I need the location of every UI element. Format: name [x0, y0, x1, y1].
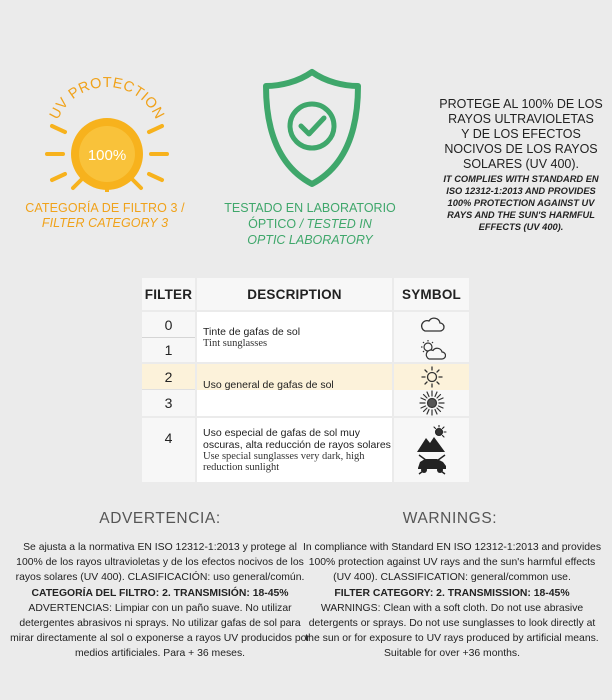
filter-0: 0 — [142, 312, 195, 338]
warning-en-line: (UV 400). CLASSIFICATION: general/common use. — [333, 572, 571, 584]
uv400-es-4: NOCIVOS DE LOS RAYOS — [444, 142, 598, 156]
warning-es-title: ADVERTENCIA: — [99, 510, 221, 527]
warning-en-line: Suitable for over +36 months. — [383, 648, 521, 660]
warning-en-line: detergents or sprays. Do not use sunglasses to look directly at — [308, 618, 596, 630]
warning-en-body — [300, 540, 604, 662]
filter-table — [142, 278, 469, 482]
uv400-es-1: PROTEGE AL 100% DE LOS — [439, 97, 603, 111]
row-divider — [142, 389, 195, 390]
lab-line-2-en: / TESTED IN — [299, 217, 372, 231]
warning-en-bold-line: FILTER CATEGORY: 2. TRANSMISSION: 18-45% — [334, 587, 570, 599]
warning-es-line: 100% de los rayos ultravioletas y de los efectos nocivos de los — [16, 557, 304, 569]
warning-en-line: the sun or for exposure to UV rays produced by artificial means. — [305, 633, 599, 645]
shield-check-icon — [258, 66, 366, 190]
header-description: DESCRIPTION — [197, 278, 392, 310]
cloud-icon — [419, 315, 445, 335]
warning-en-line: 100% protection against UV rays and the sun's harmful effects — [308, 557, 596, 569]
uv400-es-3: Y DE LOS EFECTOS — [461, 127, 581, 141]
desc-es-2: oscuras, alta reducción de rayos solares — [203, 439, 391, 451]
uv-protection-badge — [32, 62, 182, 192]
header-symbol: SYMBOL — [394, 278, 469, 310]
sun-cloud-icon — [418, 339, 446, 361]
symbol-1 — [394, 338, 469, 362]
warning-en-title: WARNINGS: — [402, 510, 498, 527]
symbol-0 — [394, 312, 469, 338]
lab-line-2 — [210, 216, 410, 232]
warning-en-line: WARNINGS: Clean with a soft cloth. Do not use abrasive — [320, 602, 584, 614]
uv-arc-label: UV PROTECTION — [46, 74, 168, 123]
sun-icon — [32, 62, 182, 192]
filter-category-text — [0, 201, 210, 231]
lab-tested-text — [210, 200, 410, 248]
desc-en-1: Use special sunglasses very dark, high — [203, 451, 365, 462]
filter-category-es: CATEGORÍA DE FILTRO 3 / — [25, 201, 185, 215]
warning-es-line: medios artificiales. Para + 36 meses. — [74, 648, 246, 660]
warning-es-line: rayos solares (UV 400). CLASIFICACIÓN: uso general/común. — [15, 572, 305, 584]
filter-1: 1 — [142, 338, 195, 362]
warning-en-line: In compliance with Standard EN ISO 12312-1:2013 and provides — [302, 542, 602, 553]
uv400-es-5: SOLARES (UV 400). — [462, 157, 579, 171]
uv400-en-3: 100% PROTECTION AGAINST UV — [447, 198, 595, 208]
uv400-es-2: RAYOS ULTRAVIOLETAS — [448, 112, 594, 126]
lab-line-1: TESTADO EN LABORATORIO — [224, 201, 396, 215]
lab-line-2-es: ÓPTICO — [248, 217, 297, 231]
uv400-en-5: EFFECTS (UV 400). — [478, 222, 564, 232]
header-filter: FILTER — [142, 278, 195, 310]
warning-es-line: mirar directamente al sol o exponerse a rayos UV producidos por — [10, 633, 310, 645]
uv400-text — [432, 97, 610, 233]
uv400-en-1: IT COMPLIES WITH STANDARD EN — [443, 174, 599, 184]
desc-es-1: Uso especial de gafas de sol muy — [203, 427, 361, 439]
lab-line-3: OPTIC LABORATORY — [247, 233, 373, 247]
bright-sun-icon — [419, 390, 445, 416]
lab-tested-badge — [258, 66, 366, 190]
sun-icon — [420, 365, 444, 389]
filter-2: 2 — [142, 364, 195, 390]
warning-es-line: detergentes abrasivos ni sprays. No utilizar gafas de sol para — [19, 618, 301, 630]
desc-en-2: reduction sunlight — [203, 462, 280, 473]
desc-es: Uso general de gafas de sol — [203, 378, 334, 391]
warning-es-line: ADVERTENCIAS: Limpiar con un paño suave. No utilizar — [28, 602, 292, 614]
uv400-en-2: ISO 12312-1:2013 AND PROVIDES — [446, 186, 596, 196]
symbol-3 — [394, 390, 469, 416]
desc-row-3-bg — [197, 390, 392, 416]
desc-group-4 — [197, 418, 392, 482]
mountain-sun-icon — [415, 425, 449, 453]
row-divider — [142, 337, 195, 338]
desc-en: Tint sunglasses — [203, 337, 268, 349]
warning-es-bold-line: CATEGORÍA DEL FILTRO: 2. TRANSMISIÓN: 18-45% — [31, 587, 289, 599]
warning-es-body — [8, 540, 312, 662]
uv400-en-4: RAYS AND THE SUN'S HARMFUL — [447, 210, 595, 220]
uv-percent-label: 100% — [87, 147, 127, 164]
symbol-4 — [394, 418, 469, 482]
desc-group-0-1 — [197, 312, 392, 362]
no-driving-icon — [415, 453, 449, 475]
filter-4: 4 — [142, 418, 195, 482]
uv400-en — [432, 173, 610, 233]
filter-category-en: FILTER CATEGORY 3 — [41, 216, 169, 230]
symbol-2 — [394, 364, 469, 390]
desc-es: Tinte de gafas de sol — [203, 325, 301, 338]
warning-es-line: Se ajusta a la normativa EN ISO 12312-1:2013 y protege al — [23, 542, 297, 553]
filter-3: 3 — [142, 390, 195, 416]
